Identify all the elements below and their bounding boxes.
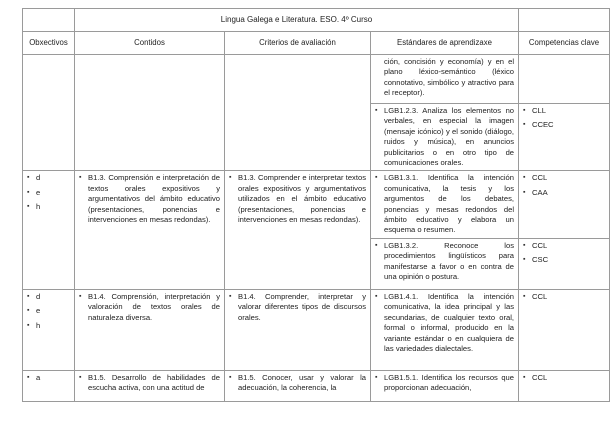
criteria-text: ▪ B1.3. Comprender e interpretar textos orales expositivos y argumentativos utilizados en el ámbito educativo (presentaciones, ponencias e intervenciones en mesas redondas).	[229, 173, 366, 225]
competences-cell	[519, 55, 610, 104]
standard-cell	[371, 171, 519, 238]
title-row	[23, 9, 610, 32]
objective-item: ▪ d	[27, 173, 70, 183]
competence-item: ▪ CCEC	[523, 120, 605, 130]
curriculum-table	[22, 8, 610, 402]
competence-item: ▪ CCL	[523, 292, 605, 302]
title-spacer	[519, 9, 610, 32]
content-cell	[75, 171, 225, 289]
competence-item: ▪ CCL	[523, 373, 605, 383]
standard-text: ción, concisión y economía) y en el plano léxico-semántico (léxico connotativo, simbólico y atractivo para el receptor).	[384, 57, 515, 98]
objective-item: ▪ h	[27, 202, 70, 212]
standard-cell	[371, 55, 519, 104]
title-spacer	[23, 9, 75, 32]
objectives-cell	[23, 289, 75, 370]
standard-text: ▪ LGB1.3.2. Reconoce los procedimientos lingüísticos para manifestarse a favor o en contra de una opinión o postura.	[375, 241, 514, 283]
objectives-cell	[23, 171, 75, 289]
criteria-cell	[225, 370, 371, 401]
standard-text: ▪ LGB1.4.1. Identifica la intención comunicativa, la idea principal y las secundarias, de cualquier texto oral, formal o informal, producido en la variante estándar o en cualquiera de las variedades dialectales.	[375, 292, 514, 354]
header-objectives: Obxectivos	[23, 32, 75, 55]
criteria-cell	[225, 289, 371, 370]
standard-text: ▪ LGB1.5.1. Identifica los recursos que proporcionan adecuación,	[375, 373, 514, 394]
objectives-cell	[23, 370, 75, 401]
criteria-cell	[225, 171, 371, 289]
criteria-cell	[225, 55, 371, 171]
competences-cell	[519, 238, 610, 289]
competences-cell	[519, 370, 610, 401]
table-row	[23, 171, 610, 238]
standard-cell	[371, 238, 519, 289]
content-text: ▪ B1.5. Desarrollo de habilidades de escucha activa, con una actitud de	[79, 373, 220, 394]
standard-text: ▪ LGB1.3.1. Identifica la intención comunicativa, la tesis y los argumentos de los debates, ponencias y mesas redondos del ámbito educativo y elabora un esquema o resumen.	[375, 173, 514, 235]
content-text: ▪ B1.3. Comprensión e interpretación de textos orales expositivos y argumentativos del ámbito educativo (presentaciones, ponencias e intervenciones en mesas redondas).	[79, 173, 220, 225]
standard-cell	[371, 370, 519, 401]
header-row	[23, 32, 610, 55]
standard-cell	[371, 104, 519, 171]
content-cell	[75, 55, 225, 171]
competences-cell	[519, 171, 610, 238]
competence-item: ▪ CCL	[523, 173, 605, 183]
competence-item: ▪ CAA	[523, 188, 605, 198]
competence-item: ▪ CSC	[523, 255, 605, 265]
objective-item: ▪ e	[27, 188, 70, 198]
criteria-text: ▪ B1.4. Comprender, interpretar y valorar diferentes tipos de discursos orales.	[229, 292, 366, 323]
content-cell	[75, 370, 225, 401]
content-text: ▪ B1.4. Comprensión, interpretación y valoración de textos orales de naturaleza diversa.	[79, 292, 220, 323]
header-competences: Competencias clave	[519, 32, 610, 55]
objective-item: ▪ a	[27, 373, 70, 383]
competences-cell	[519, 289, 610, 370]
competence-item: ▪ CCL	[523, 241, 605, 251]
objective-item: ▪ h	[27, 321, 70, 331]
standard-text: ▪ LGB1.2.3. Analiza los elementos no verbales, en especial la imagen (mensaje icónico) y el sonido (diálogo, ruidos y música), en anuncios publicitarios o en otro tipo de comunicaciones orales.	[375, 106, 514, 168]
table-title: Lingua Galega e Literatura. ESO. 4º Curso	[75, 9, 519, 32]
objective-item: ▪ e	[27, 306, 70, 316]
objective-item: ▪ d	[27, 292, 70, 302]
content-cell	[75, 289, 225, 370]
header-content: Contidos	[75, 32, 225, 55]
table-row	[23, 55, 610, 104]
table-row	[23, 289, 610, 370]
competence-item: ▪ CLL	[523, 106, 605, 116]
criteria-text: ▪ B1.5. Conocer, usar y valorar la adecuación, la coherencia, la	[229, 373, 366, 394]
objectives-cell	[23, 55, 75, 171]
header-criteria: Criterios de avaliación	[225, 32, 371, 55]
standard-cell	[371, 289, 519, 370]
table-row	[23, 370, 610, 401]
header-standards: Estándares de aprendizaxe	[371, 32, 519, 55]
competences-cell	[519, 104, 610, 171]
